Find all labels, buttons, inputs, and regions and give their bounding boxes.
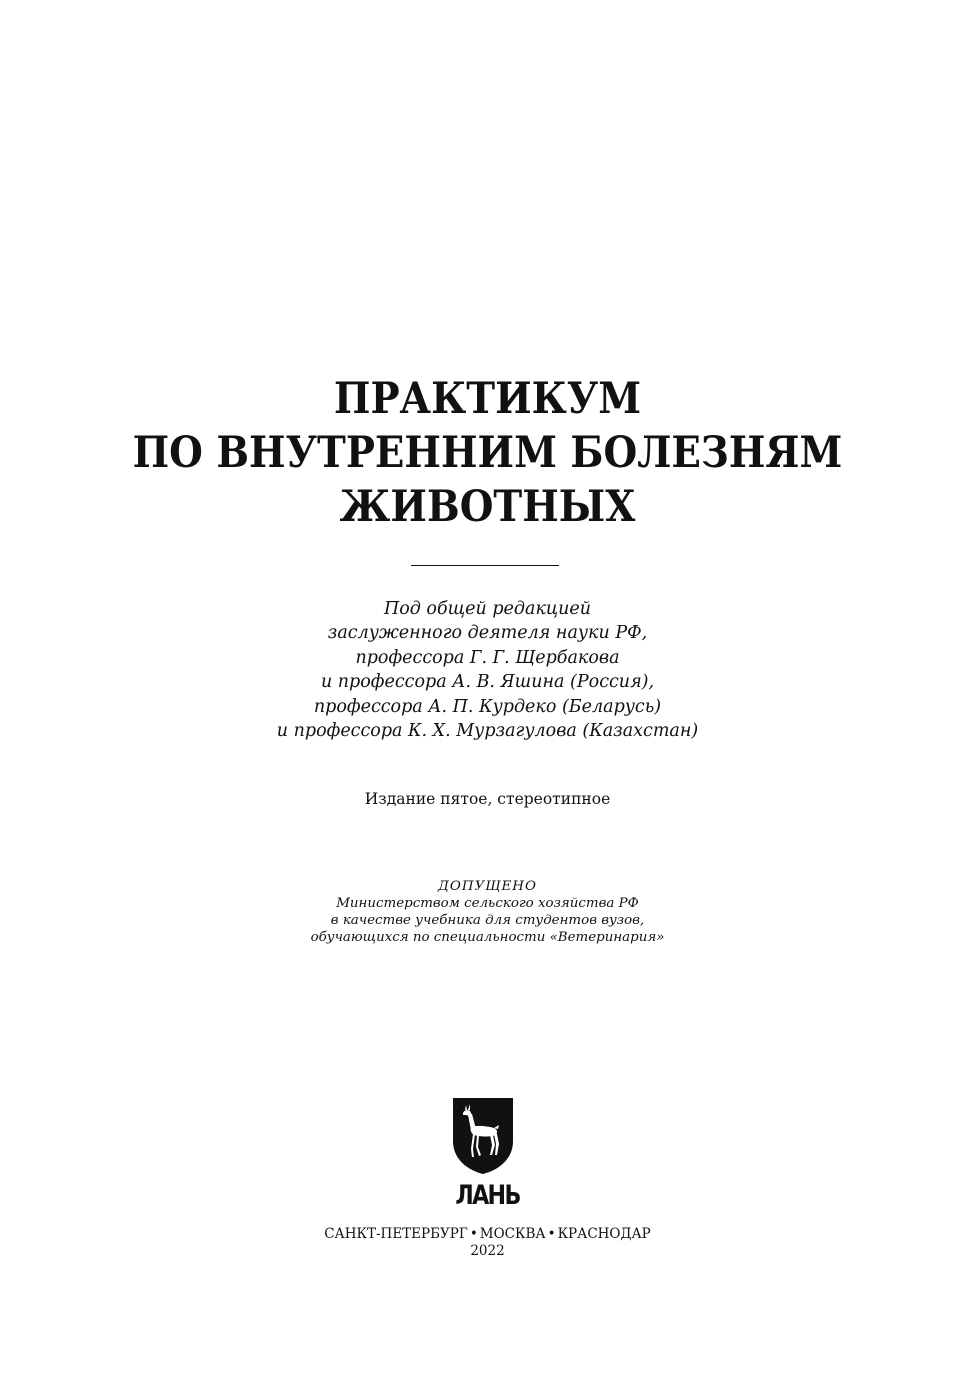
- approval-block: [0, 878, 975, 946]
- approval-line: Министерством сельского хозяйства РФ: [336, 896, 639, 911]
- title-line-1: ПРАКТИКУМ: [333, 374, 642, 424]
- title-line-2: ПО ВНУТРЕННИМ БОЛЕЗНЯМ: [132, 428, 843, 478]
- publisher-cities: [0, 1226, 975, 1243]
- editors-line: Под общей редакцией: [383, 599, 592, 619]
- approval-line: обучающихся по специальности «Ветеринария»: [310, 930, 665, 945]
- editors-block: [0, 597, 975, 743]
- edition-note: Издание пятое, стереотипное: [364, 790, 611, 808]
- publication-year: 2022: [470, 1243, 505, 1259]
- editors-line: профессора Г. Г. Щербакова: [355, 647, 620, 668]
- approval-stamp: ДОПУЩЕНО: [438, 879, 537, 894]
- city-name: МОСКВА: [479, 1226, 546, 1242]
- editors-line: профессора А. П. Курдеко (Беларусь): [313, 696, 662, 717]
- book-title: [49, 372, 927, 534]
- city-separator: •: [547, 1226, 556, 1242]
- city-name: САНКТ-ПЕТЕРБУРГ: [324, 1226, 468, 1242]
- city-name: КРАСНОДАР: [557, 1226, 651, 1242]
- city-separator: •: [469, 1226, 478, 1242]
- deer-shield-icon: [452, 1097, 514, 1175]
- editors-line: и профессора К. Х. Мурзагулова (Казахстан): [276, 721, 699, 742]
- editors-line: и профессора А. В. Яшина (Россия),: [320, 672, 655, 693]
- title-line-3: ЖИВОТНЫХ: [339, 482, 636, 532]
- approval-line: в качестве учебника для студентов вузов,: [330, 913, 645, 928]
- publisher-logo-word: ЛАНЬ: [455, 1180, 520, 1211]
- title-divider: [411, 565, 559, 566]
- editors-line: заслуженного деятеля науки РФ,: [327, 623, 648, 644]
